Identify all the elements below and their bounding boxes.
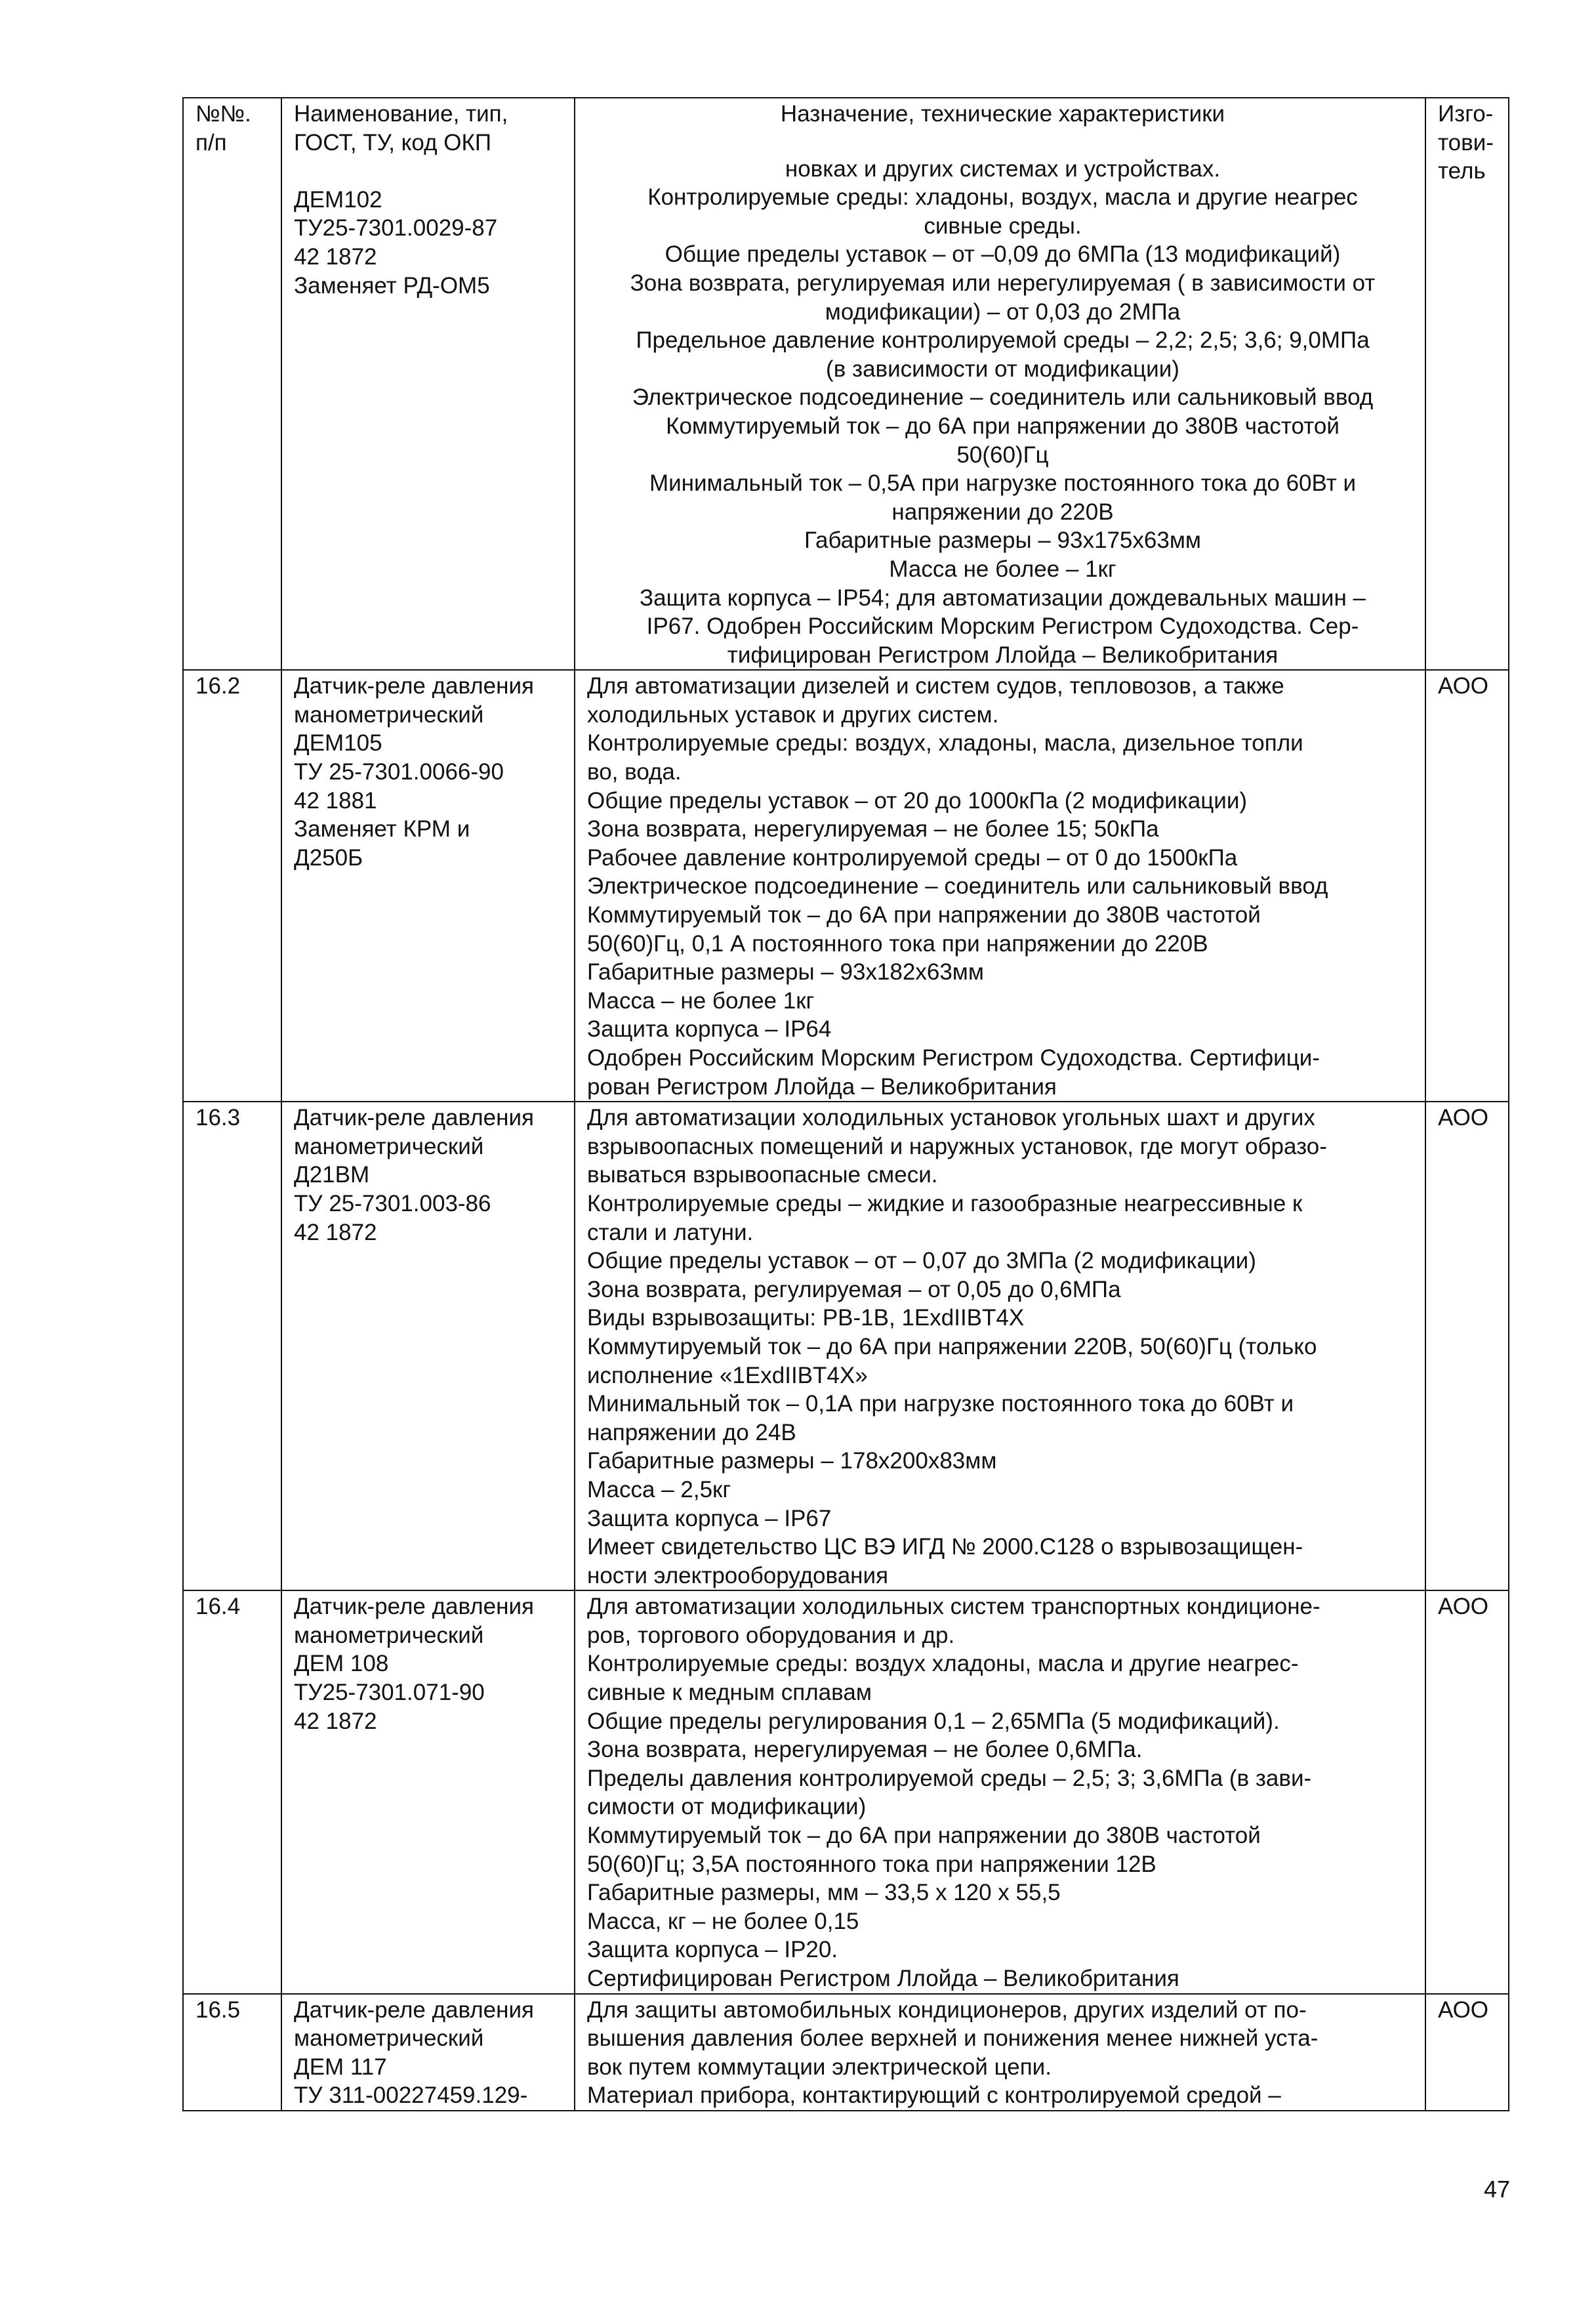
header-number-cell bbox=[183, 98, 281, 670]
description-line: 50(60)Гц, 0,1 А постоянного тока при напряжении до 220В bbox=[587, 930, 1208, 957]
header-name-line-1: Наименование, тип, bbox=[294, 101, 508, 127]
item-name-line: 42 1872 bbox=[294, 1708, 377, 1734]
specification-table bbox=[182, 97, 1509, 2111]
description-line: Контролируемые среды – жидкие и газообразные неагрессивные к bbox=[587, 1190, 1303, 1216]
manufacturer: АОО bbox=[1438, 1105, 1489, 1131]
description-line: Защита корпуса – IP64 bbox=[587, 1016, 832, 1043]
row-number-cell bbox=[183, 1994, 281, 2111]
description-cell bbox=[575, 1102, 1425, 1590]
item-name-line: манометрический bbox=[294, 701, 484, 728]
description-line: 50(60)Гц; 3,5А постоянного тока при напряжении 12В bbox=[587, 1851, 1156, 1877]
table-row bbox=[183, 1994, 1509, 2111]
header-name-cell bbox=[281, 98, 575, 670]
item-name-line: ДЕМ105 bbox=[294, 730, 382, 756]
item-name-line: ТУ 25-7301.0066-90 bbox=[294, 759, 504, 785]
row-number: 16.5 bbox=[195, 1997, 241, 2023]
description-line: Коммутируемый ток – до 6А при напряжении до 380В частотой bbox=[666, 413, 1340, 439]
description-line: симости от модификации) bbox=[587, 1794, 867, 1820]
item-name-cell bbox=[281, 1590, 575, 1993]
header-manufacturer-line-1: Изго- bbox=[1438, 101, 1494, 127]
description-line: Защита корпуса – IP20. bbox=[587, 1937, 838, 1963]
item-name-line: Датчик-реле давления bbox=[294, 1105, 534, 1131]
description-line: модификации) – от 0,03 до 2МПа bbox=[825, 299, 1181, 325]
description-line: Габаритные размеры – 93х175х63мм bbox=[804, 528, 1201, 554]
description-line: Для автоматизации холодильных систем транспортных кондиционе- bbox=[587, 1594, 1320, 1620]
description-line: Контролируемые среды: воздух хладоны, масла и другие неагрес- bbox=[587, 1651, 1299, 1677]
description-line: сивные среды. bbox=[924, 213, 1082, 239]
header-number-line-2: п/п bbox=[195, 129, 227, 155]
manufacturer: АОО bbox=[1438, 1997, 1489, 2023]
item-name-line: манометрический bbox=[294, 2025, 484, 2052]
item-name-cell bbox=[281, 1994, 575, 2111]
item-name-line: ТУ 25-7301.003-86 bbox=[294, 1190, 491, 1216]
item-name-cell bbox=[281, 1102, 575, 1590]
description-line: Коммутируемый ток – до 6А при напряжении 220В, 50(60)Гц (только bbox=[587, 1333, 1317, 1359]
description-line: Защита корпуса – IP54; для автоматизации дождевальных машин – bbox=[640, 585, 1366, 611]
description-line: Коммутируемый ток – до 6А при напряжении до 380В частотой bbox=[587, 902, 1261, 928]
item-name-line: Датчик-реле давления bbox=[294, 673, 534, 699]
description-line: сивные к медным сплавам bbox=[587, 1680, 872, 1706]
description-line: (в зависимости от модификации) bbox=[826, 356, 1179, 382]
description-line: Общие пределы регулирования 0,1 – 2,65МПа (5 модификаций). bbox=[587, 1708, 1280, 1734]
description-line: вываться взрывоопасные смеси. bbox=[587, 1162, 938, 1188]
spacer bbox=[587, 129, 1418, 155]
description-line: Имеет свидетельство ЦС ВЭ ИГД № 2000.С128 о взрывозащищен- bbox=[587, 1534, 1303, 1560]
item-name-line: 42 1881 bbox=[294, 787, 377, 814]
description-line: Габаритные размеры, мм – 33,5 х 120 х 55,5 bbox=[587, 1880, 1061, 1906]
item-name-line: ДЕМ 108 bbox=[294, 1651, 389, 1677]
item-name-line: Датчик-реле давления bbox=[294, 1997, 534, 2023]
header-manufacturer-cell bbox=[1425, 98, 1509, 670]
description-line: Общие пределы уставок – от 20 до 1000кПа (2 модификации) bbox=[587, 787, 1248, 814]
description-line: Защита корпуса – IP67 bbox=[587, 1505, 832, 1531]
description-line: Габаритные размеры – 178х200х83мм bbox=[587, 1448, 997, 1474]
description-line: напряжении до 24В bbox=[587, 1419, 796, 1445]
description-line: Рабочее давление контролируемой среды – от 0 до 1500кПа bbox=[587, 844, 1238, 871]
description-line: Материал прибора, контактирующий с контролируемой средой – bbox=[587, 2082, 1281, 2109]
description-line: Электрическое подсоединение – соединитель или сальниковый ввод bbox=[587, 873, 1328, 900]
page-number: 47 bbox=[1484, 2176, 1511, 2203]
description-line: Коммутируемый ток – до 6А при напряжении до 380В частотой bbox=[587, 1823, 1261, 1849]
item-name-line: 42 1872 bbox=[294, 1219, 377, 1245]
item-name-line: Д250Б bbox=[294, 844, 363, 871]
header-manufacturer-line-2: тови- bbox=[1438, 129, 1494, 155]
description-line: Минимальный ток – 0,1А при нагрузке постоянного тока до 60Вт и bbox=[587, 1391, 1294, 1417]
header-name-line-2: ГОСТ, ТУ, код ОКП bbox=[294, 129, 492, 155]
description-cell bbox=[575, 1994, 1425, 2111]
table-row bbox=[183, 1590, 1509, 1993]
description-line: Пределы давления контролируемой среды – 2,5; 3; 3,6МПа (в зави- bbox=[587, 1765, 1312, 1791]
header-description-text: Назначение, технические характеристики bbox=[780, 101, 1225, 127]
description-line: Электрическое подсоединение – соединитель или сальниковый ввод bbox=[632, 384, 1374, 411]
row-number: 16.2 bbox=[195, 673, 241, 699]
description-line: Одобрен Российским Морским Регистром Судоходства. Сертифици- bbox=[587, 1045, 1320, 1071]
description-line: вышения давления более верхней и понижения менее нижней уста- bbox=[587, 2025, 1319, 2052]
description-line: IP67. Одобрен Российским Морским Регистром Судоходства. Сер- bbox=[646, 613, 1359, 640]
row-number: 16.4 bbox=[195, 1594, 241, 1620]
header-number-line-1: №№. bbox=[195, 101, 251, 127]
description-line: 50(60)Гц bbox=[956, 442, 1049, 468]
header-manufacturer-line-3: тель bbox=[1438, 158, 1486, 184]
item-name-line: Заменяет КРМ и bbox=[294, 816, 470, 842]
manufacturer-cell bbox=[1425, 1590, 1509, 1993]
item-name-line: ДЕМ102 bbox=[294, 186, 382, 213]
description-line: Масса, кг – не более 0,15 bbox=[587, 1908, 859, 1934]
description-line: Сертифицирован Регистром Ллойда – Великобритания bbox=[587, 1966, 1179, 1991]
description-line: Габаритные размеры – 93х182х63мм bbox=[587, 959, 984, 985]
item-name-line: ДЕМ 117 bbox=[294, 2054, 387, 2080]
description-line: ности электрооборудования bbox=[587, 1562, 889, 1588]
description-line: ров, торгового оборудования и др. bbox=[587, 1622, 955, 1648]
item-name-cell bbox=[281, 670, 575, 1102]
description-line: вок путем коммутации электрической цепи. bbox=[587, 2054, 1052, 2080]
description-line: рован Регистром Ллойда – Великобритания bbox=[587, 1073, 1057, 1100]
description-line: Зона возврата, регулируемая или нерегулируемая ( в зависимости от bbox=[630, 270, 1376, 296]
description-line: Общие пределы уставок – от – 0,07 до 3МПа (2 модификации) bbox=[587, 1248, 1256, 1274]
description-line: тифицирован Регистром Ллойда – Великобритания bbox=[727, 642, 1279, 668]
manufacturer: АОО bbox=[1438, 673, 1489, 699]
description-line: Масса не более – 1кг bbox=[889, 556, 1116, 582]
description-line: холодильных уставок и других систем. bbox=[587, 701, 999, 728]
item-name-line: Д21ВМ bbox=[294, 1162, 370, 1188]
description-line: стали и латуни. bbox=[587, 1219, 754, 1245]
manufacturer: АОО bbox=[1438, 1594, 1489, 1620]
description-cell bbox=[575, 1590, 1425, 1993]
description-line: взрывоопасных помещений и наружных установок, где могут образо- bbox=[587, 1133, 1327, 1159]
table-row bbox=[183, 1102, 1509, 1590]
description-line: Зона возврата, регулируемая – от 0,05 до 0,6МПа bbox=[587, 1276, 1121, 1302]
row-number-cell bbox=[183, 1102, 281, 1590]
description-line: Виды взрывозащиты: РВ-1В, 1ExdIIBT4X bbox=[587, 1305, 1025, 1331]
item-name-line: манометрический bbox=[294, 1133, 484, 1159]
description-line: Для автоматизации дизелей и систем судов, тепловозов, а также bbox=[587, 673, 1284, 699]
row-number: 16.3 bbox=[195, 1105, 241, 1131]
item-name-line: 42 1872 bbox=[294, 243, 377, 270]
description-line: Минимальный ток – 0,5А при нагрузке постоянного тока до 60Вт и bbox=[649, 470, 1357, 497]
description-line: Зона возврата, нерегулируемая – не более 0,6МПа. bbox=[587, 1737, 1143, 1763]
header-description-cell bbox=[575, 98, 1425, 670]
document-page bbox=[182, 97, 1508, 2111]
description-line: во, вода. bbox=[587, 759, 682, 785]
description-line: Для защиты автомобильных кондиционеров, других изделий от по- bbox=[587, 1997, 1307, 2023]
spacer bbox=[294, 157, 567, 186]
item-name-line: ТУ 311-00227459.129- bbox=[294, 2082, 528, 2109]
description-line: Масса – 2,5кг bbox=[587, 1476, 731, 1502]
item-name-line: ТУ25-7301.0029-87 bbox=[294, 215, 498, 241]
item-name-line: ТУ25-7301.071-90 bbox=[294, 1680, 485, 1706]
description-line: новках и других системах и устройствах. bbox=[785, 155, 1221, 182]
description-cell bbox=[575, 670, 1425, 1102]
row-number-cell bbox=[183, 1590, 281, 1993]
item-name-line: Заменяет РД-ОМ5 bbox=[294, 272, 490, 299]
manufacturer-cell bbox=[1425, 1102, 1509, 1590]
description-line: Для автоматизации холодильных установок угольных шахт и других bbox=[587, 1105, 1315, 1131]
description-line: напряжении до 220В bbox=[891, 499, 1114, 525]
manufacturer-cell bbox=[1425, 1994, 1509, 2111]
description-line: Предельное давление контролируемой среды – 2,2; 2,5; 3,6; 9,0МПа bbox=[636, 327, 1370, 354]
description-line: исполнение «1ExdIIBT4X» bbox=[587, 1362, 868, 1388]
header-row bbox=[183, 98, 1509, 670]
description-line: Общие пределы уставок – от –0,09 до 6МПа (13 модификаций) bbox=[665, 241, 1341, 268]
item-name-line: Датчик-реле давления bbox=[294, 1594, 534, 1620]
description-line: Контролируемые среды: хладоны, воздух, масла и другие неагрес bbox=[647, 184, 1358, 211]
row-number-cell bbox=[183, 670, 281, 1102]
manufacturer-cell bbox=[1425, 670, 1509, 1102]
description-line: Зона возврата, нерегулируемая – не более 15; 50кПа bbox=[587, 816, 1159, 842]
table-body bbox=[183, 98, 1509, 2111]
table-row bbox=[183, 670, 1509, 1102]
description-line: Масса – не более 1кг bbox=[587, 987, 815, 1014]
description-line: Контролируемые среды: воздух, хладоны, масла, дизельное топли bbox=[587, 730, 1303, 756]
item-name-line: манометрический bbox=[294, 1622, 484, 1648]
